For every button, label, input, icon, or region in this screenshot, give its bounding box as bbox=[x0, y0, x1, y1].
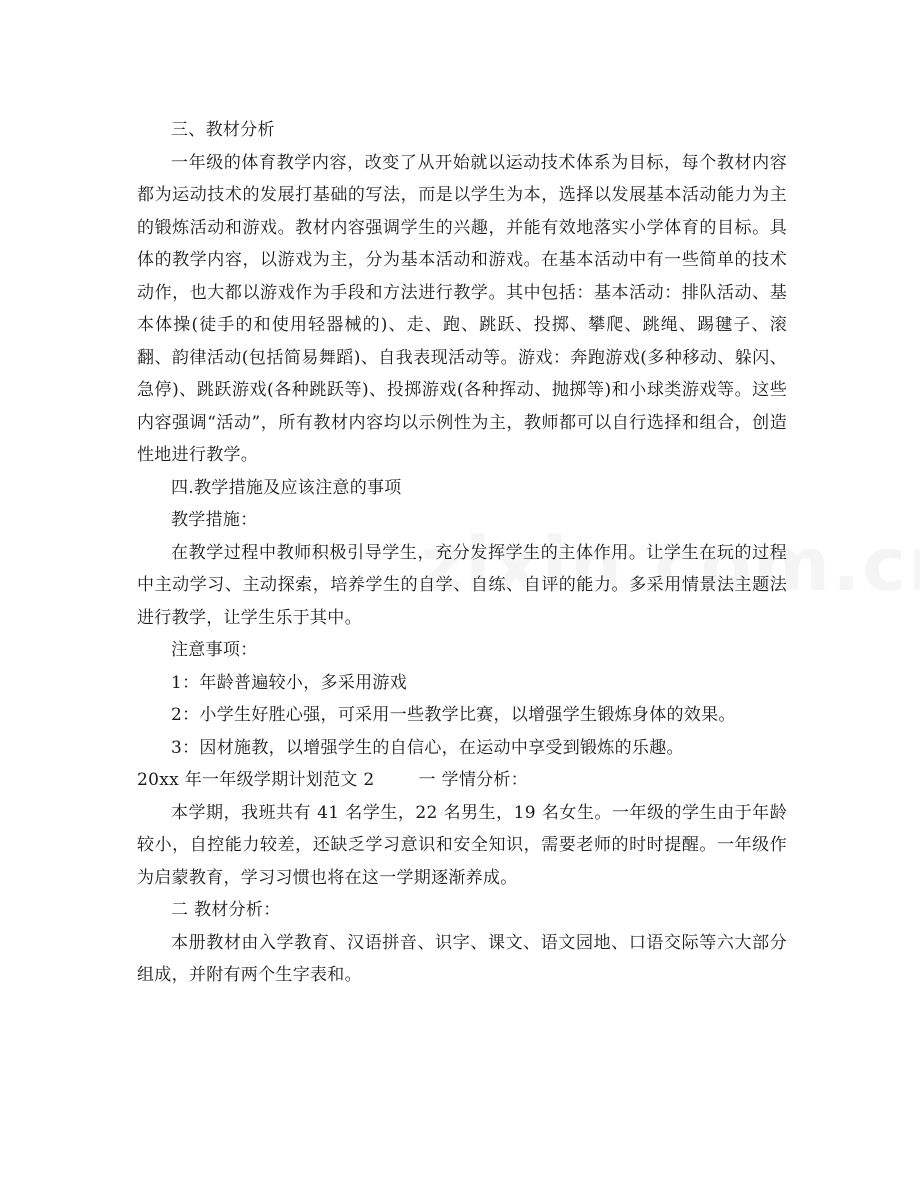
paragraph-teaching-measures: 在教学过程中教师积极引导学生，充分发挥学生的主体作用。让学生在玩的过程中主动学习、主动探索，培养学生的自学、自练、自评的能力。多采用情景法主题法进行教学，让学生乐于其中。 bbox=[137, 542, 787, 628]
document-title: 20xx 年一年级学期计划范文 2 bbox=[137, 770, 375, 790]
section-heading-textbook-analysis-2: 二 教材分析： bbox=[171, 900, 281, 920]
document-title-line bbox=[137, 764, 787, 797]
subheading-notes: 注意事项： bbox=[171, 640, 258, 660]
section-heading-learning-analysis: 一 学情分析： bbox=[418, 770, 529, 790]
section-heading-textbook-analysis: 三、教材分析 bbox=[171, 120, 275, 140]
document-body bbox=[137, 114, 787, 992]
paragraph-textbook-analysis: 一年级的体育教学内容，改变了从开始就以运动技术体系为目标，每个教材内容都为运动技术的发展打基础的写法，而是以学生为本，选择以发展基本活动能力为主的锻炼活动和游戏。教材内容强调学生的兴趣，并能有效地落实小学体育的目标。具体的教学内容，以游戏为主，分为基本活动和游戏。在基本活动中有一些简单的技术动作，也大都以游戏作为手段和方法进行教学。其中包括：基本活动：排队活动、基本体操(徒手的和使用轻器械的)、走、跑、跳跃、投掷、攀爬、跳绳、踢毽子、滚翻、韵律活动(包括简易舞蹈)、自我表现活动等。游戏：奔跑游戏(多种移动、躲闪、急停)、跳跃游戏(各种跳跃等)、投掷游戏(各种挥动、抛掷等)和小球类游戏等。这些内容强调“活动”，所有教材内容均以示例性为主，教师都可以自行选择和组合，创造性地进行教学。 bbox=[137, 152, 787, 465]
list-item-note-3: 3：因材施教，以增强学生的自信心，在运动中享受到锻炼的乐趣。 bbox=[171, 737, 684, 758]
paragraph-textbook-analysis-2: 本册教材由入学教育、汉语拼音、识字、课文、语文园地、口语交际等六大部分组成，并附有两个生字表和。 bbox=[137, 932, 787, 985]
paragraph-learning-analysis: 本学期，我班共有 41 名学生，22 名男生，19 名女生。一年级的学生由于年龄较小，自控能力较差，还缺乏学习意识和安全知识，需要老师的时时提醒。一年级作为启蒙教育，学习习惯也将在这一学期逐渐养成。 bbox=[137, 802, 787, 888]
list-item-note-2: 2：小学生好胜心强，可采用一些教学比赛，以增强学生锻炼身体的效果。 bbox=[171, 705, 736, 725]
subheading-teaching-measures: 教学措施： bbox=[171, 510, 258, 530]
list-item-note-1: 1：年龄普遍较小，多采用游戏 bbox=[171, 672, 408, 693]
section-heading-teaching-measures: 四.教学措施及应该注意的事项 bbox=[171, 477, 402, 498]
